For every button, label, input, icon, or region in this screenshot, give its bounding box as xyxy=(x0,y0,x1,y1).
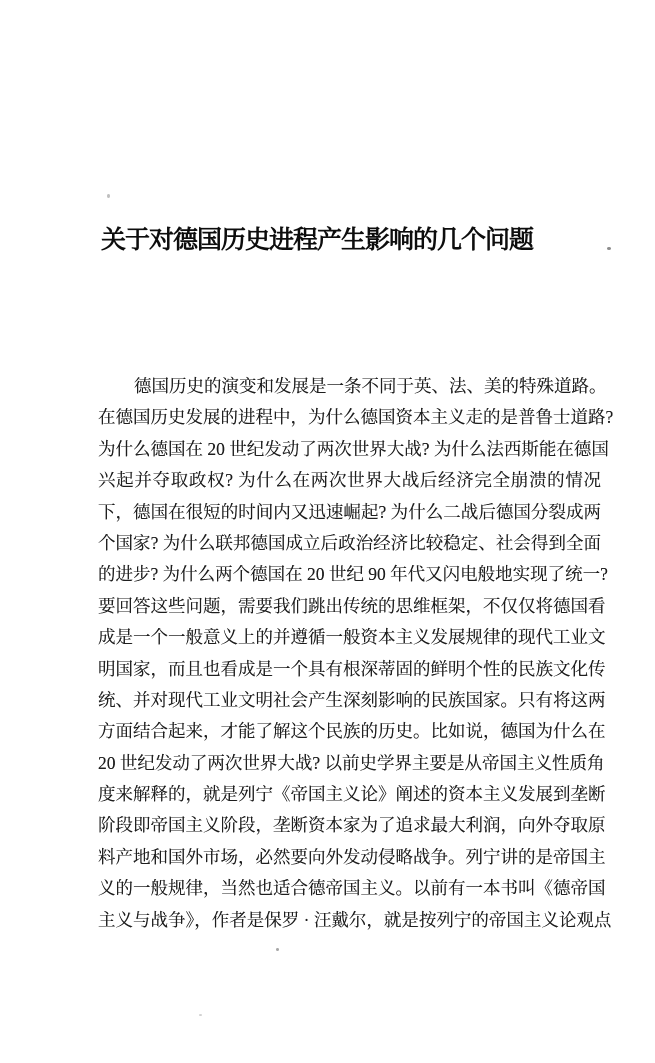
scan-speck xyxy=(107,194,110,198)
body-line: 明国家，而且也看成是一个具有根深蒂固的鲜明个性的民族文化传 xyxy=(98,658,606,679)
body-line: 度来解释的，就是列宁《帝国主义论》阐述的资本主义发展到垄断 xyxy=(98,784,606,805)
body-line: 要回答这些问题，需要我们跳出传统的思维框架，不仅仅将德国看 xyxy=(98,595,606,616)
body-line: 料产地和国外市场，必然要向外发动侵略战争。列宁讲的是帝国主 xyxy=(98,846,606,867)
scan-speck xyxy=(199,1014,202,1016)
body-line: 在德国历史发展的进程中，为什么德国资本主义走的是普鲁士道路? xyxy=(98,407,614,428)
scan-speck xyxy=(607,247,611,250)
body-line: 统、并对现代工业文明社会产生深刻影响的民族国家。只有将这两 xyxy=(98,689,606,710)
body-line: 兴起并夺取政权? 为什么在两次世界大战后经济完全崩溃的情况 xyxy=(98,470,601,491)
body-line: 20 世纪发动了两次世界大战? 以前史学界主要是从帝国主义性质角 xyxy=(98,752,605,773)
body-line: 成是一个一般意义上的并遵循一般资本主义发展规律的现代工业文 xyxy=(98,627,606,648)
body-line: 下，德国在很短的时间内又迅速崛起? 为什么二战后德国分裂成两 xyxy=(98,501,601,522)
body-line: 方面结合起来，才能了解这个民族的历史。比如说，德国为什么在 xyxy=(98,721,606,742)
body-line: 义的一般规律，当然也适合德帝国主义。以前有一本书叫《德帝国 xyxy=(98,878,606,899)
body-line: 阶段即帝国主义阶段，垄断资本家为了追求最大利润，向外夺取原 xyxy=(98,815,606,836)
body-paragraph xyxy=(98,371,614,936)
body-line: 为什么德国在 20 世纪发动了两次世界大战? 为什么法西斯能在德国 xyxy=(98,438,609,459)
scan-speck xyxy=(276,948,279,951)
body-line: 德国历史的演变和发展是一条不同于英、法、美的特殊道路。 xyxy=(134,376,607,396)
chapter-title: 关于对德国历史进程产生影响的几个问题 xyxy=(101,225,534,254)
body-line: 的进步? 为什么两个德国在 20 世纪 90 年代又闪电般地实现了统一? xyxy=(98,564,608,585)
body-line: 主义与战争》，作者是保罗 · 汪戴尔，就是按列宁的帝国主义论观点 xyxy=(98,909,612,930)
body-line: 个国家? 为什么联邦德国成立后政治经济比较稳定、社会得到全面 xyxy=(98,532,601,553)
